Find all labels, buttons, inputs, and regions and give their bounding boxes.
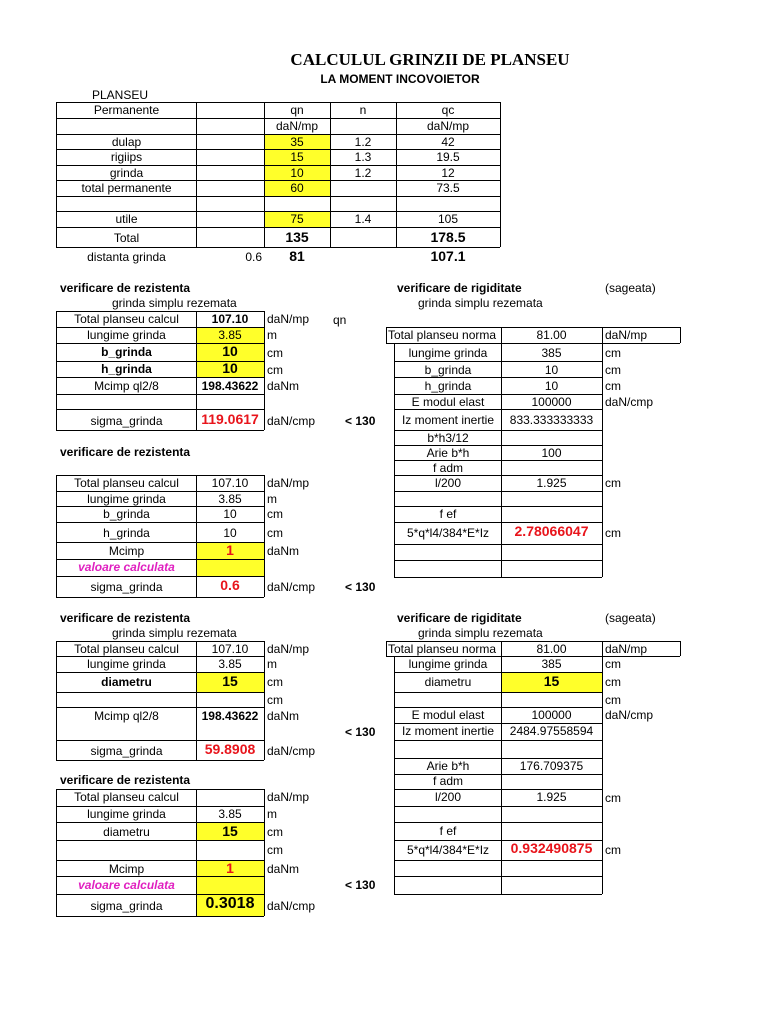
section-title: verificare de rezistenta: [60, 445, 191, 459]
row-label: h_grinda: [101, 362, 152, 376]
row-unit: daN/cmp: [267, 899, 316, 913]
row-value[interactable]: 3.85: [218, 328, 242, 342]
input-highlight: [196, 559, 264, 576]
row-unit: cm: [605, 791, 621, 805]
row-label: lungime grinda: [87, 492, 166, 506]
row-value: 176.709375: [519, 759, 584, 773]
load-qn[interactable]: 60: [290, 181, 304, 195]
row-label: Arie b*h: [426, 759, 470, 773]
row-label: lungime grinda: [408, 346, 488, 360]
row-label: lungime grinda: [87, 657, 166, 671]
distanta-qc: 107.1: [430, 248, 466, 264]
row-label: b_grinda: [103, 507, 150, 521]
sageata-label: (sageata): [605, 281, 656, 295]
row-label: l/200: [434, 476, 462, 490]
row-unit: daN/mp: [267, 476, 310, 490]
row-label: lungime grinda: [408, 657, 488, 671]
row-label: sigma_grinda: [90, 899, 163, 913]
row-unit: cm: [267, 675, 283, 689]
row-unit: cm: [267, 526, 283, 540]
limit-label: < 130: [345, 878, 376, 892]
row-label: Total planseu calcul: [74, 790, 179, 804]
row-label: Mcimp ql2/8: [94, 709, 159, 723]
row-label: sigma_grinda: [90, 744, 163, 758]
row-label: Total planseu calcul: [74, 312, 179, 326]
load-qn[interactable]: 75: [290, 212, 304, 226]
row-value: 0.932490875: [510, 840, 593, 856]
limit-label: < 130: [345, 725, 376, 739]
row-unit: cm: [605, 346, 621, 360]
row-unit: cm: [605, 379, 621, 393]
total-qc: 178.5: [430, 229, 466, 245]
row-unit: cm: [605, 675, 621, 689]
limit-label: < 130: [345, 414, 376, 428]
row-unit: cm: [605, 657, 621, 671]
section-title: verificare de rezistenta: [60, 611, 191, 625]
row-unit: m: [267, 807, 277, 821]
load-n: 1.2: [354, 135, 372, 149]
row-value: 2484.97558594: [509, 724, 594, 738]
row-value: 198.43622: [201, 379, 259, 393]
section-subtitle: grinda simplu rezemata: [418, 626, 543, 640]
row-unit: daNm: [267, 544, 300, 558]
row-label: h_grinda: [424, 379, 472, 393]
row-unit: cm: [267, 825, 283, 839]
row-label: E modul elast: [411, 708, 485, 722]
row-label: h_grinda: [103, 526, 150, 540]
row-value: 10: [223, 507, 237, 521]
row-label: 5*q*l4/384*E*Iz: [406, 526, 490, 540]
load-n: 1.2: [354, 166, 372, 180]
row-unit: cm: [605, 843, 621, 857]
row-label: b_grinda: [101, 345, 152, 359]
row-value: 119.0617: [201, 411, 259, 427]
row-label: sigma_grinda: [90, 580, 163, 594]
row-unit: daN/mp: [267, 312, 310, 326]
row-value: 100000: [531, 708, 572, 722]
row-value[interactable]: 15: [222, 823, 238, 839]
load-qc: 19.5: [436, 150, 460, 164]
distanta-qn: 81: [289, 248, 305, 264]
row-unit: cm: [267, 693, 283, 707]
row-unit: daN/cmp: [267, 414, 316, 428]
row-unit: m: [267, 492, 277, 506]
row-label: Total planseu norma: [388, 328, 497, 342]
limit-label: < 130: [345, 580, 376, 594]
sageata-label: (sageata): [605, 611, 656, 625]
row-unit: daN/cmp: [605, 708, 654, 722]
header-permanente: Permanente: [93, 103, 160, 117]
load-qn[interactable]: 35: [290, 135, 304, 149]
row-label: l/200: [434, 790, 462, 804]
load-qc: 73.5: [436, 181, 460, 195]
row-extra: qn: [333, 313, 347, 327]
row-value: 10: [544, 363, 559, 377]
row-value: 0.3018: [205, 895, 255, 912]
row-value: 1.925: [536, 476, 567, 490]
row-unit: cm: [267, 363, 283, 377]
row-label: Iz moment inertie: [401, 413, 495, 427]
row-unit: daNm: [267, 709, 300, 723]
load-n: 1.3: [354, 150, 372, 164]
row-value: 2.78066047: [514, 523, 589, 539]
row-value: 100000: [531, 395, 572, 409]
row-unit: daN/mp: [605, 642, 648, 656]
row-value: 100: [541, 446, 562, 460]
row-label: valoare calculata: [78, 560, 175, 574]
row-unit: daN/mp: [605, 328, 648, 342]
row-label: lungime grinda: [87, 807, 166, 821]
section-title: verificare de rigiditate: [397, 281, 522, 295]
section-subtitle: grinda simplu rezemata: [112, 296, 237, 310]
row-unit: cm: [267, 507, 283, 521]
row-unit: cm: [605, 526, 621, 540]
row-label: f adm: [432, 774, 463, 788]
row-value: 81.00: [536, 328, 567, 342]
row-label: 5*q*l4/384*E*Iz: [406, 843, 490, 857]
row-unit: m: [267, 328, 277, 342]
row-value: 833.333333333: [509, 413, 594, 427]
row-value: 107.10: [211, 476, 249, 490]
row-value: 198.43622: [201, 709, 259, 723]
load-qn[interactable]: 10: [290, 166, 304, 180]
row-value[interactable]: 10: [222, 343, 238, 359]
row-label: Mcimp: [108, 544, 145, 558]
row-label: Total planseu calcul: [74, 476, 179, 490]
section-title: verificare de rezistenta: [60, 281, 191, 295]
row-value: 10: [223, 526, 237, 540]
distanta-label: distanta grinda: [87, 250, 166, 264]
section-title: verificare de rigiditate: [397, 611, 522, 625]
row-label: b_grinda: [424, 363, 472, 377]
row-label: Mcimp: [108, 862, 145, 876]
load-name: total permanente: [81, 181, 172, 195]
row-value[interactable]: 15: [222, 673, 238, 689]
unit-qn: daN/mp: [275, 119, 319, 133]
load-name: Total: [113, 231, 140, 245]
row-label: diametru: [424, 675, 472, 689]
section-subtitle: grinda simplu rezemata: [112, 626, 237, 640]
section-label: PLANSEU: [91, 88, 149, 102]
row-value[interactable]: 10: [222, 360, 238, 376]
row-unit: daNm: [267, 862, 300, 876]
row-label: f ef: [439, 507, 457, 521]
row-label: f ef: [439, 824, 457, 838]
row-value[interactable]: 1: [226, 542, 234, 558]
row-label: Mcimp ql2/8: [94, 379, 159, 393]
row-unit: daNm: [267, 379, 300, 393]
load-name: utile: [115, 212, 138, 226]
row-unit: cm: [605, 693, 621, 707]
row-value: 0.6: [220, 577, 240, 593]
load-n: 1.4: [354, 212, 372, 226]
header-n: n: [359, 103, 367, 117]
row-label: E modul elast: [411, 395, 485, 409]
row-label: b*h3/12: [427, 431, 469, 445]
row-unit: daN/cmp: [267, 744, 316, 758]
load-name: grinda: [109, 166, 144, 180]
row-value: 59.8908: [204, 741, 256, 757]
row-label: diametru: [101, 675, 152, 689]
row-unit: cm: [605, 363, 621, 377]
row-unit: m: [267, 657, 277, 671]
row-label: Total planseu norma: [388, 642, 497, 656]
row-label: Total planseu calcul: [74, 642, 179, 656]
row-value: 81.00: [536, 642, 567, 656]
row-value: 385: [541, 346, 562, 360]
page-subtitle: LA MOMENT INCOVOIETOR: [320, 72, 480, 86]
row-value: 3.85: [218, 657, 242, 671]
header-qc: qc: [441, 103, 455, 117]
section-title: verificare de rezistenta: [60, 773, 191, 787]
row-value: 107.10: [211, 312, 249, 326]
row-label: Iz moment inertie: [401, 724, 495, 738]
row-value[interactable]: 15: [543, 673, 560, 689]
row-unit: daN/mp: [267, 790, 310, 804]
row-unit: cm: [605, 476, 621, 490]
row-unit: cm: [267, 346, 283, 360]
load-qc: 12: [441, 166, 455, 180]
row-value: 107.10: [211, 642, 249, 656]
row-unit: daN/mp: [267, 642, 310, 656]
unit-qc: daN/mp: [426, 119, 470, 133]
load-name: dulap: [111, 135, 142, 149]
row-unit: daN/cmp: [267, 580, 316, 594]
row-label: lungime grinda: [87, 328, 166, 342]
header-qn: qn: [290, 103, 304, 117]
row-unit: cm: [267, 843, 283, 857]
row-value: 385: [541, 657, 562, 671]
row-value: 3.85: [218, 492, 242, 506]
load-qn[interactable]: 15: [290, 150, 304, 164]
distanta-value[interactable]: 0.6: [245, 250, 262, 264]
load-name: rigiips: [110, 150, 143, 164]
row-label: Arie b*h: [426, 446, 470, 460]
load-qc: 105: [437, 212, 459, 226]
row-label: sigma_grinda: [90, 414, 163, 428]
section-subtitle: grinda simplu rezemata: [418, 296, 543, 310]
row-unit: daN/cmp: [605, 395, 654, 409]
total-qn: 135: [285, 229, 309, 245]
page-title: CALCULUL GRINZII DE PLANSEU: [290, 50, 570, 69]
row-value: 3.85: [218, 807, 242, 821]
row-value[interactable]: 1: [226, 860, 234, 876]
row-value: 1.925: [536, 790, 567, 804]
row-label: diametru: [103, 825, 150, 839]
row-label: valoare calculata: [78, 878, 175, 892]
row-label: f adm: [432, 461, 463, 475]
load-qc: 42: [441, 135, 455, 149]
row-value: 10: [544, 379, 559, 393]
